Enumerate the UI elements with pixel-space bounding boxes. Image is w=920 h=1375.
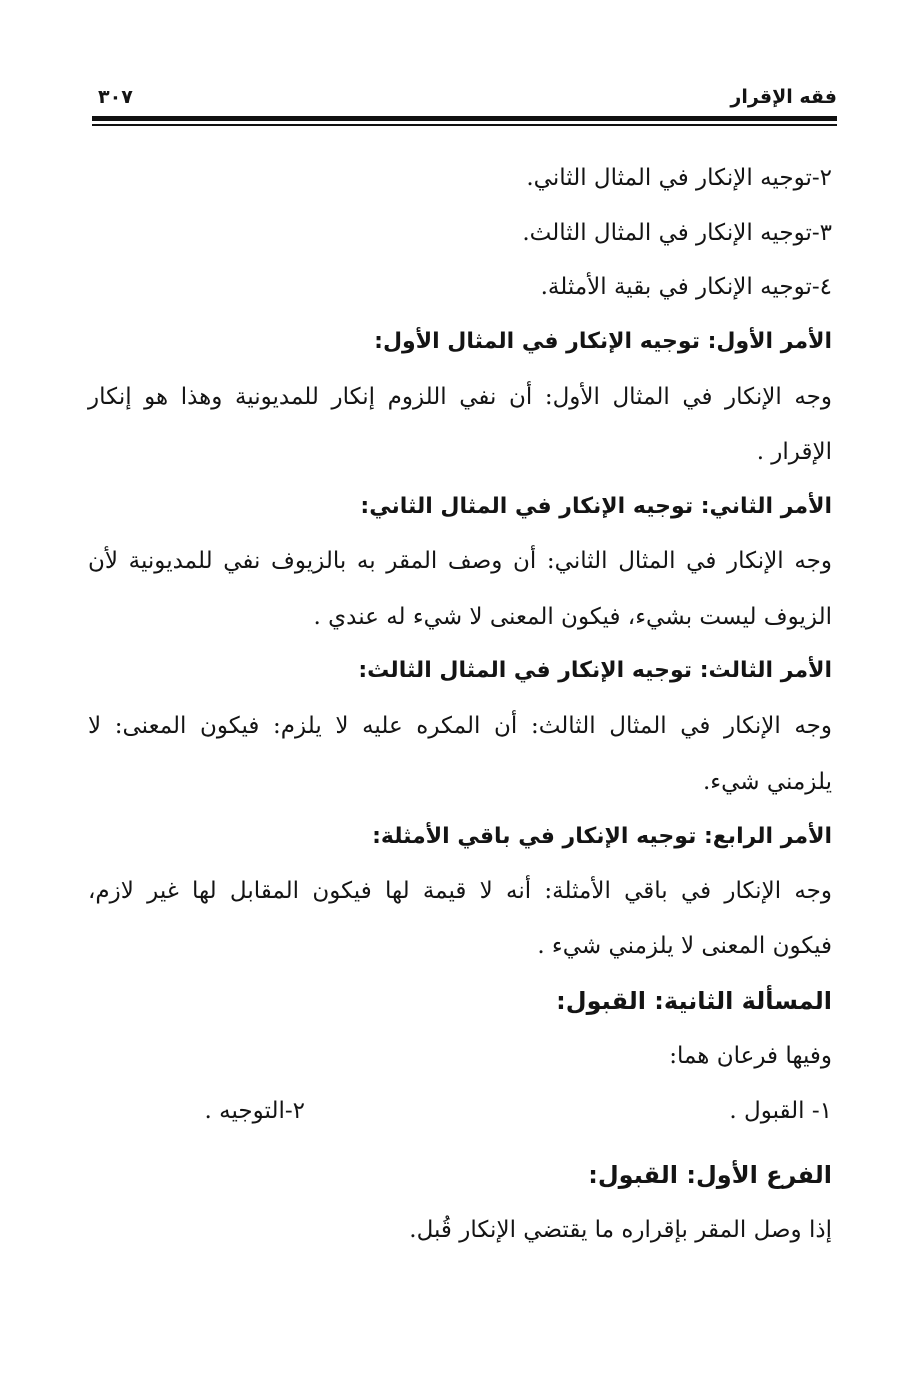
issue-intro: وفيها فرعان هما:	[669, 1043, 832, 1069]
running-header	[92, 82, 837, 114]
paragraph-line: وجه الإنكار في باقي الأمثلة: أنه لا قيمة لها فيكون المقابل لها غير لازم،	[88, 878, 832, 904]
paragraph-line: الإقرار .	[756, 439, 832, 465]
page-number: ٣٠٧	[98, 86, 133, 108]
header-rule-thin	[92, 124, 837, 126]
paragraph-line: وجه الإنكار في المثال الثاني: أن وصف المقر به بالزيوف نفي للمديونية لأن	[88, 548, 832, 574]
section-heading-fourth: الأمر الرابع: توجيه الإنكار في باقي الأمثلة:	[372, 824, 832, 849]
list-item-2: ٢-توجيه الإنكار في المثال الثاني.	[526, 165, 832, 191]
paragraph-line: وجه الإنكار في المثال الثالث: أن المكره عليه لا يلزم: فيكون المعنى: لا	[88, 713, 832, 739]
issue-heading: المسألة الثانية: القبول:	[556, 987, 832, 1015]
list-item-4: ٤-توجيه الإنكار في بقية الأمثلة.	[540, 274, 832, 300]
section-heading-first: الأمر الأول: توجيه الإنكار في المثال الأول:	[374, 329, 832, 354]
list-item-3: ٣-توجيه الإنكار في المثال الثالث.	[522, 220, 832, 246]
section-heading-third: الأمر الثالث: توجيه الإنكار في المثال الثالث:	[358, 658, 832, 683]
book-title: فقه الإقرار	[730, 86, 837, 108]
header-rule-thick	[92, 116, 837, 121]
paragraph-line: الزيوف ليست بشيء، فيكون المعنى لا شيء له عندي .	[313, 604, 832, 630]
branch-item-2: ٢-التوجيه .	[204, 1098, 305, 1124]
paragraph-line: إذا وصل المقر بإقراره ما يقتضي الإنكار قُبل.	[409, 1217, 832, 1243]
paragraph-line: يلزمني شيء.	[702, 769, 832, 795]
paragraph-line: فيكون المعنى لا يلزمني شيء .	[537, 933, 832, 959]
branch-item-1: ١- القبول .	[729, 1098, 832, 1124]
branch-heading-first: الفرع الأول: القبول:	[588, 1161, 832, 1189]
paragraph-line: وجه الإنكار في المثال الأول: أن نفي اللزوم إنكار للمديونية وهذا هو إنكار	[88, 384, 832, 410]
section-heading-second: الأمر الثاني: توجيه الإنكار في المثال الثاني:	[360, 494, 832, 519]
